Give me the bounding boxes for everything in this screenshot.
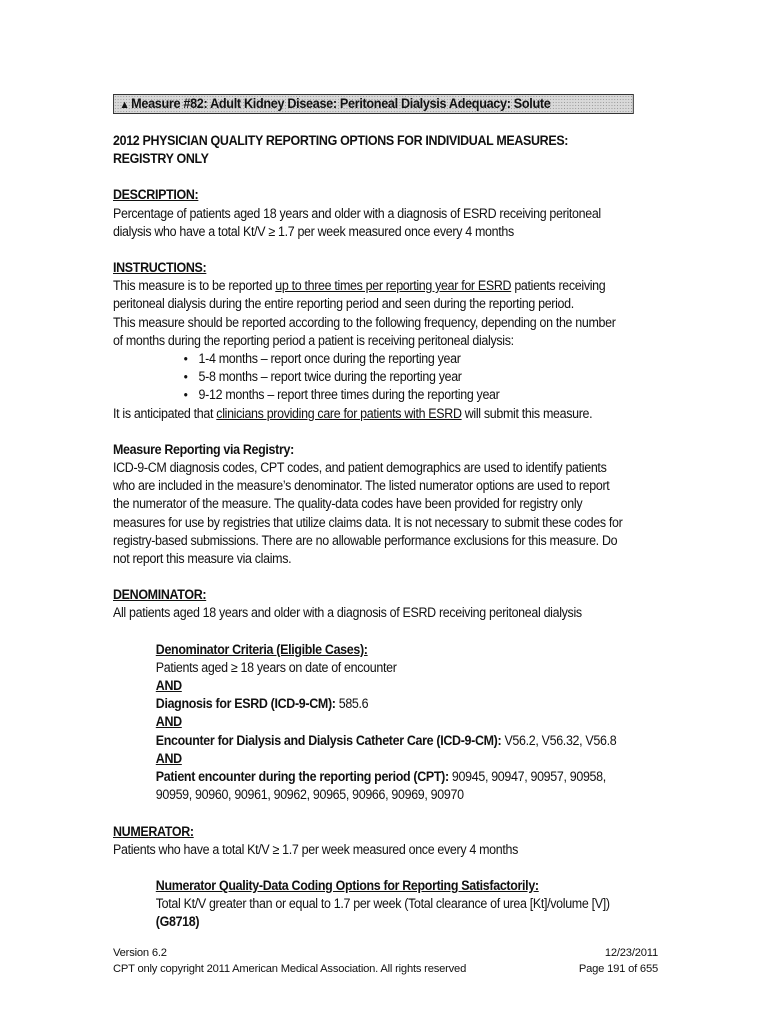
description-section bbox=[113, 186, 658, 241]
instructions-line-1 bbox=[113, 277, 658, 295]
encounter-label: Encounter for Dialysis and Dialysis Catheter Care (ICD-9-CM): bbox=[155, 732, 502, 748]
numerator-label: NUMERATOR: bbox=[113, 823, 194, 839]
numerator-option-text: Total Kt/V greater than or equal to 1.7 per week (Total clearance of urea [Kt]/volume [V]) bbox=[155, 896, 610, 912]
denominator-text: All patients aged 18 years and older with a diagnosis of ESRD receiving peritoneal dialysis bbox=[113, 605, 582, 621]
instructions-text: patients receiving bbox=[511, 278, 606, 294]
footer-date: 12/23/2011 bbox=[604, 947, 658, 959]
instructions-line-5 bbox=[113, 405, 658, 423]
heading-line-1: 2012 PHYSICIAN QUALITY REPORTING OPTIONS FOR INDIVIDUAL MEASURES: bbox=[113, 133, 569, 148]
numerator-text: Patients who have a total Kt/V ≥ 1.7 per week measured once every 4 months bbox=[113, 841, 519, 857]
and-connector: AND bbox=[155, 678, 182, 694]
footer-copyright: CPT only copyright 2011 American Medical Association. All rights reserved bbox=[113, 962, 467, 975]
registry-section bbox=[113, 441, 658, 568]
instructions-line-4: of months during the reporting period a patient is receiving peritoneal dialysis: bbox=[113, 332, 514, 348]
registry-line: who are included in the measure’s denominator. The listed numerator options are used to report bbox=[113, 478, 610, 494]
registry-label: Measure Reporting via Registry: bbox=[113, 441, 294, 457]
document-body bbox=[113, 94, 658, 932]
up-triangle-icon: ▲ bbox=[119, 99, 130, 111]
criteria-age: Patients aged ≥ 18 years on date of encounter bbox=[155, 659, 397, 675]
diagnosis-label: Diagnosis for ESRD (ICD-9-CM): bbox=[155, 696, 336, 712]
and-connector: AND bbox=[155, 714, 182, 730]
criteria-patient-encounter bbox=[156, 768, 658, 786]
frequency-list bbox=[113, 350, 658, 405]
criteria-label: Denominator Criteria (Eligible Cases): bbox=[155, 641, 368, 657]
registry-line: not report this measure via claims. bbox=[113, 551, 292, 567]
denominator-criteria bbox=[113, 641, 658, 805]
measure-title-bar bbox=[113, 94, 634, 114]
registry-line: the numerator of the measure. The quality-data codes have been provided for registry only bbox=[113, 496, 583, 512]
patient-encounter-codes-cont: 90959, 90960, 90961, 90962, 90965, 90966, 90969, 90970 bbox=[155, 787, 464, 803]
reporting-heading bbox=[113, 132, 658, 168]
diagnosis-codes: 585.6 bbox=[335, 696, 369, 712]
registry-line: measures for use by registries that utilize claims data. It is not necessary to submit these codes for bbox=[113, 514, 623, 530]
instructions-text: This measure is to be reported bbox=[113, 278, 276, 294]
instructions-line-2: peritoneal dialysis during the entire reporting period and seen during the reporting period. bbox=[113, 296, 574, 312]
list-item: • 9-12 months – report three times during the reporting year bbox=[113, 386, 658, 404]
and-connector: AND bbox=[155, 750, 182, 766]
instructions-text: It is anticipated that bbox=[113, 405, 217, 421]
encounter-codes: V56.2, V56.32, V56.8 bbox=[501, 732, 617, 748]
numerator-options bbox=[113, 877, 658, 932]
measure-title: Measure #82: Adult Kidney Disease: Peritoneal Dialysis Adequacy: Solute bbox=[131, 96, 551, 111]
list-item: • 5-8 months – report twice during the reporting year bbox=[113, 368, 658, 386]
patient-encounter-codes: 90945, 90947, 90957, 90958, bbox=[448, 769, 606, 785]
heading-line-2: REGISTRY ONLY bbox=[113, 151, 209, 167]
instructions-text: will submit this measure. bbox=[461, 405, 593, 421]
patient-encounter-label: Patient encounter during the reporting period (CPT): bbox=[155, 769, 449, 785]
denominator-section bbox=[113, 586, 658, 804]
instructions-line-3: This measure should be reported according to the following frequency, depending on the number bbox=[113, 314, 616, 330]
list-item: • 1-4 months – report once during the reporting year bbox=[113, 350, 658, 368]
criteria-encounter bbox=[156, 732, 658, 750]
footer-row-1 bbox=[113, 946, 658, 962]
instructions-emphasis: clinicians providing care for patients with ESRD bbox=[216, 405, 462, 421]
page-footer bbox=[113, 946, 658, 977]
denominator-label: DENOMINATOR: bbox=[113, 587, 207, 603]
numerator-options-label: Numerator Quality-Data Coding Options for Reporting Satisfactorily: bbox=[155, 877, 539, 893]
description-line-1: Percentage of patients aged 18 years and older with a diagnosis of ESRD receiving peritoneal bbox=[113, 205, 601, 221]
numerator-option-code: (G8718) bbox=[155, 914, 200, 930]
numerator-section bbox=[113, 823, 658, 932]
instructions-section bbox=[113, 259, 658, 423]
description-line-2: dialysis who have a total Kt/V ≥ 1.7 per week measured once every 4 months bbox=[113, 223, 514, 239]
criteria-diagnosis bbox=[156, 695, 658, 713]
registry-line: ICD-9-CM diagnosis codes, CPT codes, and patient demographics are used to identify patients bbox=[113, 460, 607, 476]
footer-page-number: Page 191 of 655 bbox=[578, 962, 658, 975]
footer-version: Version 6.2 bbox=[113, 947, 167, 959]
footer-row-2 bbox=[113, 962, 658, 978]
instructions-emphasis: up to three times per reporting year for ESRD bbox=[275, 278, 512, 294]
instructions-label: INSTRUCTIONS: bbox=[113, 260, 207, 276]
description-label: DESCRIPTION: bbox=[113, 187, 199, 203]
registry-line: registry-based submissions. There are no allowable performance exclusions for this measure. Do bbox=[113, 532, 618, 548]
